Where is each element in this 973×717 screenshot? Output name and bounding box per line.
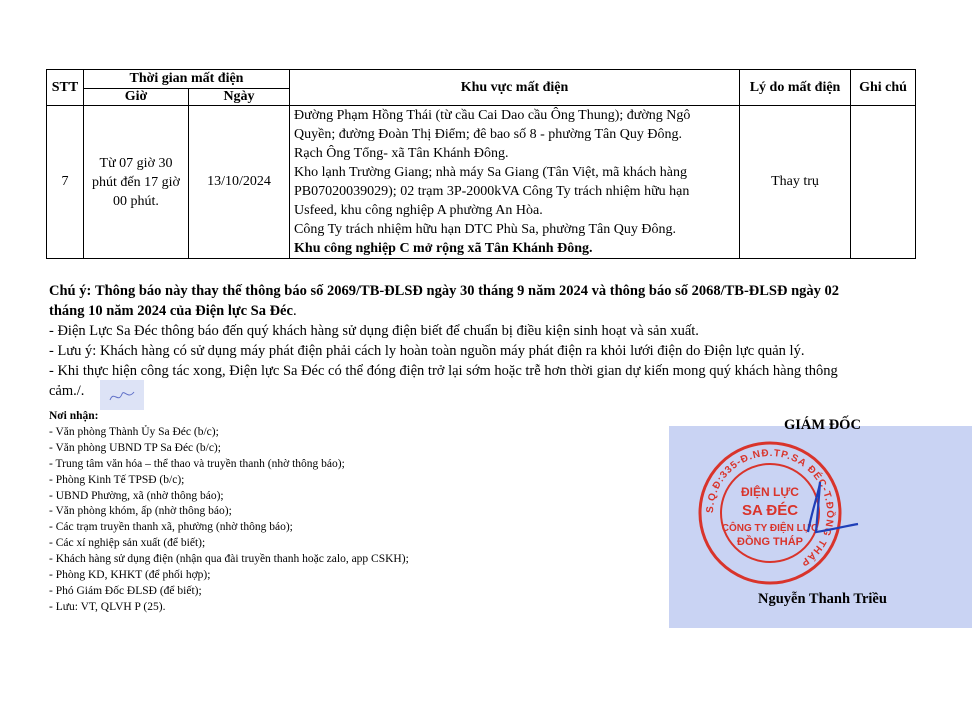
notice-paragraph bbox=[49, 281, 929, 321]
seal-line: ĐỒNG THÁP bbox=[737, 536, 803, 548]
area-line: Rạch Ông Tổng- xã Tân Khánh Đông. bbox=[294, 146, 509, 161]
row-time-line: Từ 07 giờ 30 bbox=[99, 155, 173, 171]
row-time-line: phút đến 17 giờ bbox=[92, 174, 180, 190]
area-line: Khu công nghiệp C mở rộng xã Tân Khánh Đông. bbox=[294, 241, 593, 256]
row-stt: 7 bbox=[47, 106, 84, 259]
seal-line: SA ĐÉC bbox=[741, 502, 799, 519]
initials-signature-icon bbox=[100, 380, 144, 410]
header-time-group: Thời gian mất điện bbox=[84, 70, 290, 89]
row-time bbox=[84, 106, 189, 259]
notice-label: Chú ý: bbox=[49, 283, 92, 299]
header-note: Ghi chú bbox=[851, 70, 916, 106]
recipients-list bbox=[49, 425, 609, 616]
note-line bbox=[49, 361, 929, 401]
list-item: - UBND Phường, xã (nhờ thông báo); bbox=[49, 489, 224, 502]
list-item: - Văn phòng UBND TP Sa Đéc (b/c); bbox=[49, 441, 221, 454]
header-stt: STT bbox=[47, 70, 84, 106]
area-line: Công Ty trách nhiệm hữu hạn DTC Phù Sa, phường Tân Quy Đông. bbox=[294, 222, 676, 237]
outage-schedule-table bbox=[46, 69, 916, 259]
list-item: - Văn phòng Thành Ủy Sa Đéc (b/c); bbox=[49, 425, 219, 438]
notice-text: tháng 10 năm 2024 của Điện lực Sa Đéc bbox=[49, 303, 293, 319]
list-item: - Phó Giám Đốc ĐLSĐ (để biết); bbox=[49, 584, 202, 597]
list-item: - Lưu: VT, QLVH P (25). bbox=[49, 600, 166, 613]
list-item: - Các trạm truyền thanh xã, phường (nhờ thông báo); bbox=[49, 521, 293, 534]
header-area: Khu vực mất điện bbox=[290, 70, 740, 106]
initials-mark bbox=[100, 380, 144, 410]
area-line: Quyền; đường Đoàn Thị Điểm; đê bao số 8 - phường Tân Quy Đông. bbox=[294, 127, 682, 142]
seal-ring-text: S.Q.Đ:335-Đ.NĐ.TP.SA ĐÉC-T.ĐỒNG THÁP bbox=[704, 447, 836, 569]
company-seal-icon bbox=[680, 440, 860, 590]
notice-text: Thông báo này thay thế thông báo số 2069/TB-ĐLSĐ ngày 30 tháng 9 năm 2024 và thông báo số 2068/TB-ĐLSĐ ngày 02 bbox=[94, 283, 840, 299]
area-line: PB07020039029); 02 trạm 3P-2000kVA Công Ty trách nhiệm hữu hạn bbox=[294, 184, 690, 199]
list-item: - Phòng Kinh Tế TPSĐ (b/c); bbox=[49, 473, 185, 486]
recipients-section bbox=[49, 409, 609, 616]
recipients-title: Nơi nhận: bbox=[49, 410, 99, 422]
table-row bbox=[47, 106, 916, 259]
notice-period: . bbox=[292, 303, 297, 319]
seal-line: CÔNG TY ĐIỆN LỰC bbox=[721, 523, 819, 534]
list-item: - Các xí nghiệp sản xuất (để biết); bbox=[49, 537, 206, 550]
note-line: - Lưu ý: Khách hàng có sử dụng máy phát điện phải cách ly hoàn toàn nguồn máy phát điện ra khỏi lưới điện do Điện lực quản lý. bbox=[49, 343, 805, 359]
row-time-line: 00 phút. bbox=[113, 193, 159, 209]
header-reason: Lý do mất điện bbox=[740, 70, 851, 106]
row-date: 13/10/2024 bbox=[189, 106, 290, 259]
list-item: - Trung tâm văn hóa – thể thao và truyền thanh (nhờ thông báo); bbox=[49, 457, 345, 470]
area-line: Kho lạnh Trường Giang; nhà máy Sa Giang (Tân Việt, mã khách hàng bbox=[294, 165, 688, 180]
row-reason: Thay trụ bbox=[740, 106, 851, 259]
list-item: - Khách hàng sử dụng điện (nhận qua đài truyền thanh hoặc zalo, app CSKH); bbox=[49, 553, 409, 566]
area-line: Usfeed, khu công nghiệp A phường An Hòa. bbox=[294, 203, 543, 218]
list-item: - Văn phòng khóm, ấp (nhờ thông báo); bbox=[49, 505, 232, 518]
note-line: - Điện Lực Sa Đéc thông báo đến quý khách hàng sử dụng điện biết để chuẩn bị điều kiện sinh hoạt và sản xuất. bbox=[49, 323, 699, 339]
director-name: Nguyễn Thanh Triều bbox=[758, 591, 887, 607]
note-line-text: - Khi thực hiện công tác xong, Điện lực Sa Đéc có thể đóng điện trở lại sớm hoặc trễ hơn thời gian dự kiến mong quý khách hàng thông bbox=[49, 363, 838, 379]
list-item: - Phòng KD, KHKT (để phối hợp); bbox=[49, 569, 211, 582]
notes-section bbox=[49, 281, 929, 401]
note-line-text: cảm./. bbox=[49, 383, 85, 399]
director-title: GIÁM ĐỐC bbox=[784, 417, 861, 433]
header-hour: Giờ bbox=[84, 89, 189, 106]
row-note bbox=[851, 106, 916, 259]
row-area bbox=[290, 106, 740, 259]
seal-line: ĐIỆN LỰC bbox=[741, 485, 799, 499]
header-date: Ngày bbox=[189, 89, 290, 106]
area-line: Đường Phạm Hồng Thái (từ cầu Cai Dao cầu Ông Thung); đường Ngô bbox=[294, 108, 691, 123]
